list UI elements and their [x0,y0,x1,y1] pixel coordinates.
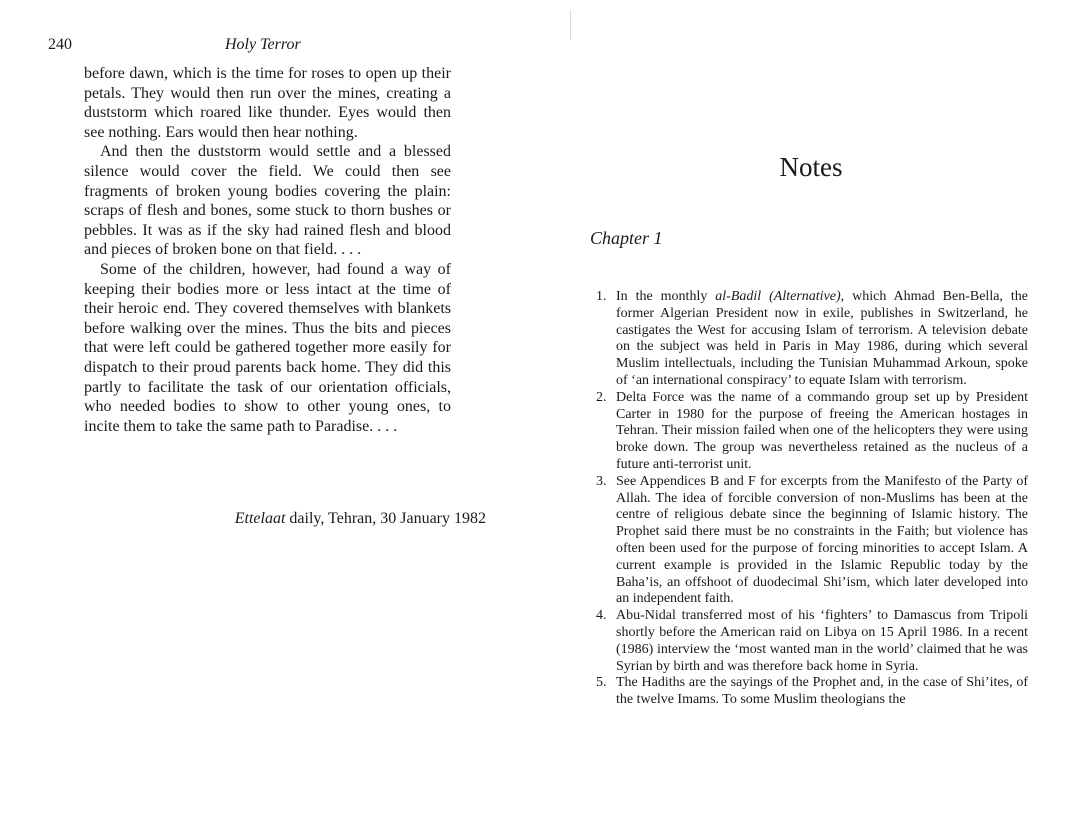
note-item [596,675,1028,709]
note-number: 4. [596,608,607,624]
paragraph: Some of the children, however, had found a way of keeping their bodies more or less intact at the time of their heroic end. They covered themselves with blankets before walking over the mines. Thus the bits and pieces that were left could be gathered together more easily for dispatch to their proud parents back home. They did this partly to facilitate the task of our orientation officials, who needed bodies to show to other young ones, to incite them to take the same path to Paradise. . . . [84,260,451,435]
note-text: Delta Force was the name of a commando group set up by President Carter in 1980 for the purpose of freeing the American hostages in Tehran. Their mission failed when one of the helicopters they were using broke down. The group was nevertheless retained as the nucleus of a future anti-terrorist unit. [616,389,1028,472]
source-details: daily, Tehran, 30 January 1982 [285,510,486,527]
note-title-italic: al-Badil (Alternative) [715,289,841,304]
paragraph: And then the duststorm would settle and a blessed silence would cover the field. We could then see fragments of broken young bodies covering the plain: scraps of flesh and bones, some stuck to thorn bushes or pebbles. It was as if the sky had rained flesh and blood and pieces of broken bone on that field. . . . [84,143,451,259]
source-publication: Ettelaat [234,510,286,527]
note-item [596,289,1028,390]
note-text: The Hadiths are the sayings of the Prophet and, in the case of Shi’ites, of the twelve Imams. To some Muslim theologians the [616,675,1028,708]
notes-title: Notes [779,152,843,182]
right-page [546,0,1092,829]
notes-list [596,289,1028,709]
note-number: 5. [596,675,607,691]
source-citation [84,510,486,528]
note-number: 1. [596,289,607,304]
note-item [596,474,1028,608]
note-item [596,608,1028,675]
note-text: Abu-Nidal transferred most of his ‘fighters’ to Damascus from Tripoli shortly before the American raid on Libya on 15 April 1986. In a recent (1986) interview the ‘most wanted man in the world’ claimed that he was Syrian by birth and was therefore back home in Syria. [616,608,1028,674]
running-head: Holy Terror [225,36,301,53]
chapter-heading: Chapter 1 [590,228,663,248]
note-item [596,390,1028,474]
note-number: 2. [596,389,607,405]
note-text [616,289,1028,390]
body-text [84,64,451,436]
note-number: 3. [596,473,607,489]
note-text-part: , which Ahmad Ben-Bella, the former Algerian President now in exile, publishes in Switzerland, he castigates the West for accusing Islam of terrorism. A television debate on the subject was held in Paris in May 1986, during which several Muslim intellectuals, including the Tunisian Muhammad Arkoun, spoke of ‘an international conspiracy’ to equate Islam with terrorism. [616,289,1028,388]
page-gutter-mark [570,10,571,40]
page-number: 240 [48,36,72,53]
paragraph: before dawn, which is the time for roses to open up their petals. They would then run over the mines, creating a duststorm which roared like thunder. Eyes would then see nothing. Ears would then hear nothing. [84,65,451,141]
note-text: See Appendices B and F for excerpts from the Manifesto of the Party of Allah. The idea of forcible conversion of non-Muslims has been at the centre of religious debate since the beginning of Islamic history. The Prophet said there must be no constraints in the Faith; but violence has often been used for the purpose of forcing minorities to accept Islam. A current example is provided in the Islamic Republic today by the Baha’is, an offshoot of duodecimal Shi’ism, which later developed into an independent faith. [616,473,1028,607]
note-text-part: In the monthly [616,289,716,304]
